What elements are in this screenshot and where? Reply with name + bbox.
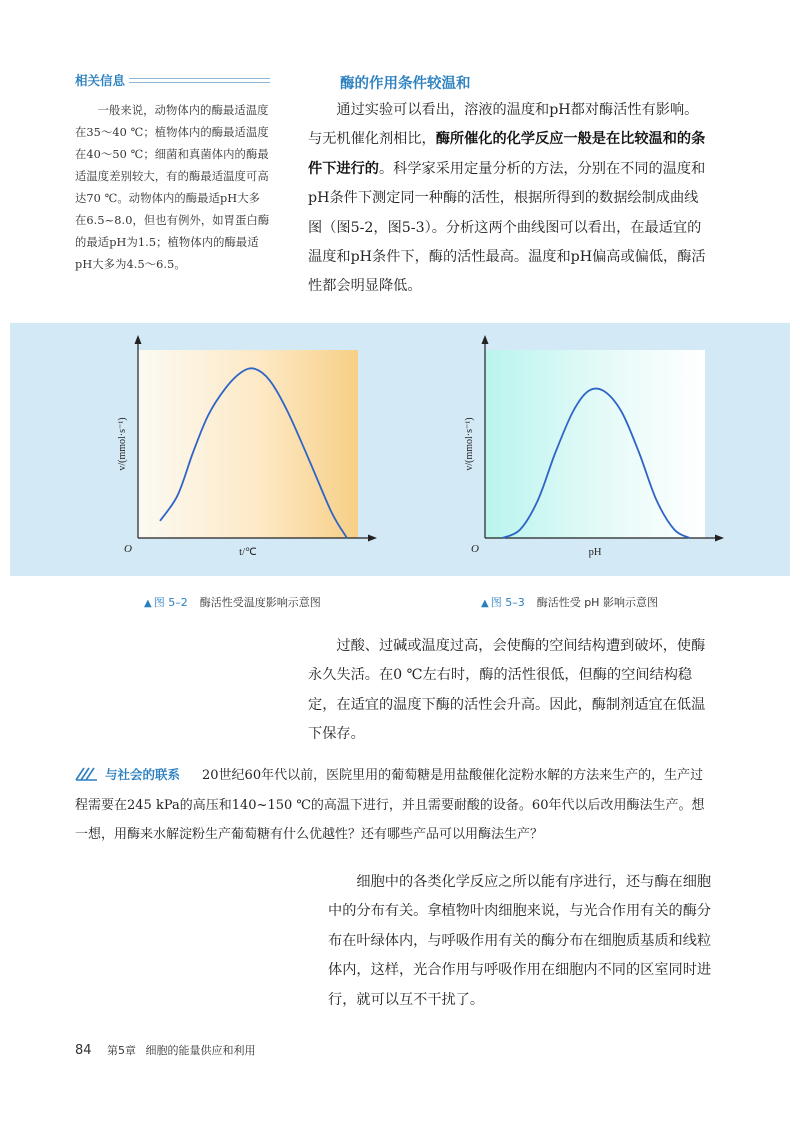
social-connection-icon: [75, 767, 101, 781]
plot-background: [138, 350, 358, 538]
caption-triangle-icon: ▲: [144, 598, 152, 609]
related-info-header: [75, 72, 270, 88]
figure-number: 图 5–3: [490, 596, 525, 609]
enzyme-distribution-paragraph: 细胞中的各类化学反应之所以能有序进行，还与酶在细胞中的分布有关。拿植物叶肉细胞来说，与光合作用有关的酶分布在叶绿体内，与呼吸作用有关的酶分布在细胞质基质和线粒体内，这样，光合作用与呼吸作用在细胞内不同的区室同时进行，就可以互不干扰了。: [328, 874, 712, 1008]
social-connection-label-text: 与社会的联系: [105, 767, 181, 782]
chart-svg: [455, 332, 735, 567]
x-axis-label: t/℃: [239, 547, 257, 558]
y-axis-arrow: [482, 335, 489, 344]
social-connection-box: [75, 760, 715, 850]
social-connection-label: [75, 767, 180, 782]
related-info-sidebar: [75, 72, 270, 276]
figure-caption-text: 酶活性受温度影响示意图: [199, 596, 321, 609]
origin-label: O: [471, 543, 479, 555]
temperature-chart: [108, 332, 388, 567]
related-info-title: 相关信息: [75, 73, 126, 88]
origin-label: O: [124, 543, 132, 555]
enzyme-denaturation-paragraph: 过酸、过碱或温度过高，会使酶的空间结构遭到破坏，使酶永久失活。在0 ℃左右时，酶的活性很低，但酶的空间结构稳定，在适宜的温度下酶的活性会升高。因此，酶制剂适宜在低温下保存。: [308, 638, 706, 743]
ph-chart: [455, 332, 735, 567]
main-paragraph-part-2: 。科学家采用定量分析的方法，分别在不同的温度和pH条件下测定同一种酶的活性，根据所得到的数据绘制成曲线图（图5-2，图5-3）。分析这两个曲线图可以看出，在最适宜的温度和pH条件下，酶的活性最高。温度和pH偏高或偏低，酶活性都会明显降低。: [308, 160, 706, 295]
page-footer: [75, 1042, 256, 1058]
y-axis-label: v/(mmol·s⁻¹): [464, 417, 475, 471]
social-connection-text: 20世纪60年代以前，医院里用的葡萄糖是用盐酸催化淀粉水解的方法来生产的，生产过程需要在245 kPa的高压和140~150 ℃的高温下进行，并且需要耐酸的设备。60年代以后改用酶法生产。想一想，用酶来水解淀粉生产葡萄糖有什么优越性？还有哪些产品可以用酶法生产？: [75, 768, 705, 842]
figure-number: 图 5–2: [153, 596, 188, 609]
main-paragraph-part-1: 通过实验可以看出，溶液的温度和pH都对酶活性有影响。与无机催化剂相比，: [308, 102, 699, 148]
y-axis-label: v/(mmol·s⁻¹): [117, 417, 128, 471]
plot-background: [485, 350, 705, 538]
figure-caption-5-2: [144, 594, 321, 610]
main-paragraph: [308, 96, 710, 302]
chart-svg: [108, 332, 388, 567]
chapter-title: 细胞的能量供应和利用: [145, 1044, 256, 1057]
figure-caption-text: 酶活性受 pH 影响示意图: [536, 596, 658, 609]
key-statement: 酶所催化的化学反应一般是在比较温和的条件下进行的: [308, 131, 706, 177]
x-axis-arrow: [368, 535, 377, 542]
related-info-text: 一般来说，动物体内的酶最适温度在35～40 ℃；植物体内的酶最适温度在40～50 ℃；细菌和真菌体内的酶最适温度差别较大，有的酶最适温度可高达70 ℃。动物体内的酶最适pH大多在6.5~8.0，但也有例外，如胃蛋白酶的最适pH为1.5；植物体内的酶最适pH大多为4.5～6.5。: [75, 104, 270, 271]
caption-triangle-icon: ▲: [481, 598, 489, 609]
page-number: 84: [75, 1043, 92, 1058]
x-axis-arrow: [715, 535, 724, 542]
section-title: 酶的作用条件较温和: [340, 76, 471, 92]
x-axis-label: pH: [588, 547, 602, 558]
y-axis-arrow: [135, 335, 142, 344]
chapter-number: 第5章: [107, 1044, 137, 1057]
figure-caption-5-3: [481, 594, 658, 610]
double-rule-divider: [129, 78, 270, 83]
